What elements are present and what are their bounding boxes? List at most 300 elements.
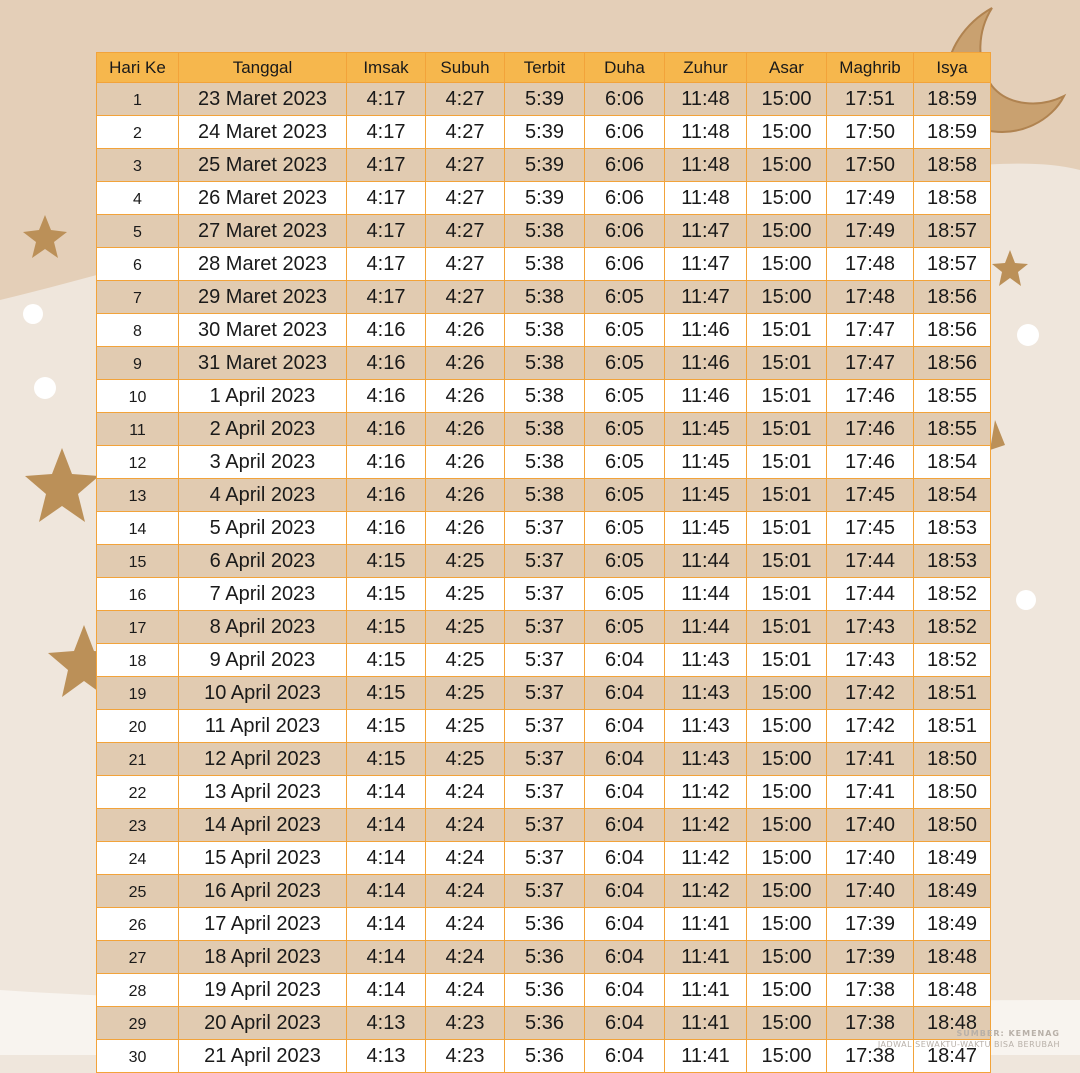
cell-asar: 15:00: [747, 941, 827, 974]
cell-subuh: 4:27: [426, 281, 505, 314]
cell-isya: 18:56: [914, 314, 991, 347]
cell-terbit: 5:37: [505, 842, 585, 875]
table-row: [97, 281, 991, 314]
cell-isya: 18:58: [914, 149, 991, 182]
cell-terbit: 5:37: [505, 545, 585, 578]
table-row: [97, 1007, 991, 1040]
cell-subuh: 4:25: [426, 644, 505, 677]
cell-zuhur: 11:48: [665, 182, 747, 215]
cell-terbit: 5:37: [505, 677, 585, 710]
cell-imsak: 4:14: [347, 875, 426, 908]
cell-subuh: 4:24: [426, 776, 505, 809]
cell-tanggal: 29 Maret 2023: [179, 281, 347, 314]
cell-maghrib: 17:39: [827, 908, 914, 941]
cell-subuh: 4:24: [426, 809, 505, 842]
cell-maghrib: 17:40: [827, 809, 914, 842]
table-row: [97, 380, 991, 413]
cell-subuh: 4:27: [426, 149, 505, 182]
cell-zuhur: 11:46: [665, 314, 747, 347]
cell-zuhur: 11:45: [665, 413, 747, 446]
cell-hari-ke: 4: [97, 182, 179, 215]
cell-terbit: 5:37: [505, 710, 585, 743]
cell-tanggal: 4 April 2023: [179, 479, 347, 512]
cell-terbit: 5:39: [505, 116, 585, 149]
cell-asar: 15:00: [747, 677, 827, 710]
table-body: [97, 83, 991, 1073]
cell-hari-ke: 17: [97, 611, 179, 644]
cell-terbit: 5:36: [505, 908, 585, 941]
cell-subuh: 4:27: [426, 182, 505, 215]
header-duha: Duha: [585, 53, 665, 83]
cell-maghrib: 17:44: [827, 578, 914, 611]
cell-imsak: 4:15: [347, 611, 426, 644]
table-header-row: [97, 53, 991, 83]
cell-imsak: 4:13: [347, 1007, 426, 1040]
cell-hari-ke: 5: [97, 215, 179, 248]
cell-zuhur: 11:41: [665, 1007, 747, 1040]
cell-zuhur: 11:41: [665, 941, 747, 974]
cell-tanggal: 8 April 2023: [179, 611, 347, 644]
cell-isya: 18:52: [914, 578, 991, 611]
cell-terbit: 5:38: [505, 347, 585, 380]
cell-duha: 6:04: [585, 842, 665, 875]
cell-terbit: 5:38: [505, 248, 585, 281]
cell-subuh: 4:26: [426, 512, 505, 545]
cell-tanggal: 28 Maret 2023: [179, 248, 347, 281]
cell-maghrib: 17:40: [827, 842, 914, 875]
table-row: [97, 83, 991, 116]
cell-asar: 15:00: [747, 908, 827, 941]
cell-asar: 15:00: [747, 281, 827, 314]
prayer-schedule-table: [96, 52, 991, 1073]
cell-duha: 6:04: [585, 677, 665, 710]
cell-asar: 15:01: [747, 314, 827, 347]
cell-maghrib: 17:47: [827, 347, 914, 380]
table-row: [97, 776, 991, 809]
cell-isya: 18:47: [914, 1040, 991, 1073]
header-imsak: Imsak: [347, 53, 426, 83]
cell-duha: 6:05: [585, 578, 665, 611]
cell-isya: 18:48: [914, 1007, 991, 1040]
cell-hari-ke: 22: [97, 776, 179, 809]
cell-maghrib: 17:39: [827, 941, 914, 974]
cell-zuhur: 11:44: [665, 545, 747, 578]
cell-hari-ke: 7: [97, 281, 179, 314]
cell-maghrib: 17:48: [827, 248, 914, 281]
table-row: [97, 710, 991, 743]
cell-asar: 15:00: [747, 776, 827, 809]
cell-isya: 18:54: [914, 479, 991, 512]
table-row: [97, 1040, 991, 1073]
cell-subuh: 4:26: [426, 314, 505, 347]
cell-tanggal: 31 Maret 2023: [179, 347, 347, 380]
cell-duha: 6:06: [585, 116, 665, 149]
cell-subuh: 4:25: [426, 545, 505, 578]
cell-maghrib: 17:50: [827, 149, 914, 182]
header-maghrib: Maghrib: [827, 53, 914, 83]
cell-subuh: 4:23: [426, 1040, 505, 1073]
cell-zuhur: 11:48: [665, 149, 747, 182]
cell-subuh: 4:27: [426, 248, 505, 281]
cell-imsak: 4:15: [347, 545, 426, 578]
cell-tanggal: 16 April 2023: [179, 875, 347, 908]
table-row: [97, 941, 991, 974]
cell-zuhur: 11:46: [665, 347, 747, 380]
cell-subuh: 4:25: [426, 710, 505, 743]
header-hari-ke: Hari Ke: [97, 53, 179, 83]
table-row: [97, 974, 991, 1007]
cell-tanggal: 17 April 2023: [179, 908, 347, 941]
cell-tanggal: 27 Maret 2023: [179, 215, 347, 248]
cell-zuhur: 11:47: [665, 248, 747, 281]
cell-terbit: 5:36: [505, 1007, 585, 1040]
cell-subuh: 4:25: [426, 743, 505, 776]
cell-imsak: 4:17: [347, 83, 426, 116]
cell-subuh: 4:27: [426, 215, 505, 248]
cell-isya: 18:50: [914, 776, 991, 809]
cell-duha: 6:06: [585, 83, 665, 116]
table-row: [97, 842, 991, 875]
cell-terbit: 5:36: [505, 974, 585, 1007]
cell-subuh: 4:27: [426, 83, 505, 116]
cell-tanggal: 5 April 2023: [179, 512, 347, 545]
cell-isya: 18:56: [914, 281, 991, 314]
cell-hari-ke: 3: [97, 149, 179, 182]
disclaimer-label: JADWAL SEWAKTU-WAKTU BISA BERUBAH: [877, 1040, 1060, 1049]
table-row: [97, 446, 991, 479]
cell-maghrib: 17:49: [827, 215, 914, 248]
cell-terbit: 5:39: [505, 182, 585, 215]
cell-zuhur: 11:47: [665, 215, 747, 248]
cell-subuh: 4:26: [426, 479, 505, 512]
cell-imsak: 4:14: [347, 842, 426, 875]
cell-tanggal: 11 April 2023: [179, 710, 347, 743]
cell-duha: 6:05: [585, 347, 665, 380]
cell-tanggal: 10 April 2023: [179, 677, 347, 710]
cell-imsak: 4:15: [347, 578, 426, 611]
cell-asar: 15:01: [747, 347, 827, 380]
header-tanggal: Tanggal: [179, 53, 347, 83]
cell-asar: 15:00: [747, 842, 827, 875]
cell-terbit: 5:37: [505, 776, 585, 809]
table-row: [97, 413, 991, 446]
cell-maghrib: 17:40: [827, 875, 914, 908]
cell-isya: 18:51: [914, 677, 991, 710]
table-row: [97, 908, 991, 941]
cell-hari-ke: 15: [97, 545, 179, 578]
cell-asar: 15:00: [747, 83, 827, 116]
cell-hari-ke: 27: [97, 941, 179, 974]
cell-maghrib: 17:50: [827, 116, 914, 149]
cell-imsak: 4:17: [347, 281, 426, 314]
cell-imsak: 4:16: [347, 380, 426, 413]
cell-hari-ke: 16: [97, 578, 179, 611]
cell-duha: 6:05: [585, 380, 665, 413]
cell-subuh: 4:24: [426, 941, 505, 974]
cell-terbit: 5:39: [505, 149, 585, 182]
cell-asar: 15:01: [747, 611, 827, 644]
cell-terbit: 5:39: [505, 83, 585, 116]
cell-tanggal: 14 April 2023: [179, 809, 347, 842]
cell-maghrib: 17:47: [827, 314, 914, 347]
cell-asar: 15:01: [747, 380, 827, 413]
cell-duha: 6:05: [585, 545, 665, 578]
cell-terbit: 5:38: [505, 413, 585, 446]
cell-tanggal: 30 Maret 2023: [179, 314, 347, 347]
header-asar: Asar: [747, 53, 827, 83]
cell-imsak: 4:17: [347, 248, 426, 281]
cell-maghrib: 17:44: [827, 545, 914, 578]
table-row: [97, 875, 991, 908]
cell-asar: 15:00: [747, 1007, 827, 1040]
cell-imsak: 4:14: [347, 941, 426, 974]
table-row: [97, 215, 991, 248]
cell-duha: 6:06: [585, 182, 665, 215]
cell-subuh: 4:27: [426, 116, 505, 149]
cell-terbit: 5:38: [505, 380, 585, 413]
cell-duha: 6:06: [585, 215, 665, 248]
cell-asar: 15:00: [747, 1040, 827, 1073]
table-row: [97, 677, 991, 710]
cell-tanggal: 3 April 2023: [179, 446, 347, 479]
cell-isya: 18:48: [914, 941, 991, 974]
cell-subuh: 4:24: [426, 842, 505, 875]
table-row: [97, 479, 991, 512]
cell-asar: 15:00: [747, 248, 827, 281]
cell-duha: 6:06: [585, 149, 665, 182]
cell-subuh: 4:26: [426, 413, 505, 446]
cell-asar: 15:00: [747, 149, 827, 182]
cell-hari-ke: 29: [97, 1007, 179, 1040]
cell-isya: 18:59: [914, 83, 991, 116]
cell-tanggal: 12 April 2023: [179, 743, 347, 776]
dot-icon: [1016, 590, 1036, 610]
cell-subuh: 4:24: [426, 875, 505, 908]
cell-asar: 15:01: [747, 512, 827, 545]
cell-terbit: 5:38: [505, 479, 585, 512]
cell-imsak: 4:13: [347, 1040, 426, 1073]
cell-maghrib: 17:48: [827, 281, 914, 314]
table-row: [97, 545, 991, 578]
cell-hari-ke: 24: [97, 842, 179, 875]
dot-icon: [23, 304, 43, 324]
cell-maghrib: 17:46: [827, 446, 914, 479]
cell-zuhur: 11:48: [665, 83, 747, 116]
table-row: [97, 314, 991, 347]
cell-hari-ke: 30: [97, 1040, 179, 1073]
cell-terbit: 5:38: [505, 446, 585, 479]
cell-tanggal: 1 April 2023: [179, 380, 347, 413]
cell-maghrib: 17:49: [827, 182, 914, 215]
cell-imsak: 4:15: [347, 677, 426, 710]
cell-duha: 6:04: [585, 1007, 665, 1040]
source-note: [878, 1028, 1060, 1050]
cell-isya: 18:54: [914, 446, 991, 479]
cell-duha: 6:04: [585, 941, 665, 974]
cell-imsak: 4:17: [347, 215, 426, 248]
cell-hari-ke: 13: [97, 479, 179, 512]
table-row: [97, 248, 991, 281]
cell-tanggal: 21 April 2023: [179, 1040, 347, 1073]
cell-imsak: 4:14: [347, 776, 426, 809]
cell-hari-ke: 14: [97, 512, 179, 545]
cell-maghrib: 17:45: [827, 479, 914, 512]
cell-duha: 6:05: [585, 446, 665, 479]
cell-asar: 15:00: [747, 875, 827, 908]
header-subuh: Subuh: [426, 53, 505, 83]
cell-zuhur: 11:43: [665, 743, 747, 776]
cell-hari-ke: 2: [97, 116, 179, 149]
cell-tanggal: 2 April 2023: [179, 413, 347, 446]
cell-zuhur: 11:46: [665, 380, 747, 413]
cell-tanggal: 24 Maret 2023: [179, 116, 347, 149]
cell-hari-ke: 20: [97, 710, 179, 743]
cell-zuhur: 11:43: [665, 710, 747, 743]
cell-hari-ke: 21: [97, 743, 179, 776]
cell-tanggal: 13 April 2023: [179, 776, 347, 809]
cell-tanggal: 25 Maret 2023: [179, 149, 347, 182]
cell-hari-ke: 8: [97, 314, 179, 347]
table-row: [97, 809, 991, 842]
cell-subuh: 4:26: [426, 446, 505, 479]
cell-isya: 18:55: [914, 380, 991, 413]
cell-hari-ke: 1: [97, 83, 179, 116]
cell-isya: 18:50: [914, 743, 991, 776]
cell-isya: 18:51: [914, 710, 991, 743]
cell-duha: 6:05: [585, 413, 665, 446]
cell-asar: 15:01: [747, 479, 827, 512]
cell-terbit: 5:37: [505, 578, 585, 611]
cell-asar: 15:00: [747, 809, 827, 842]
cell-duha: 6:04: [585, 908, 665, 941]
cell-maghrib: 17:41: [827, 743, 914, 776]
cell-terbit: 5:36: [505, 941, 585, 974]
cell-isya: 18:59: [914, 116, 991, 149]
cell-duha: 6:05: [585, 512, 665, 545]
cell-tanggal: 7 April 2023: [179, 578, 347, 611]
cell-duha: 6:06: [585, 248, 665, 281]
cell-tanggal: 19 April 2023: [179, 974, 347, 1007]
table-row: [97, 578, 991, 611]
cell-zuhur: 11:48: [665, 116, 747, 149]
cell-duha: 6:04: [585, 1040, 665, 1073]
cell-subuh: 4:25: [426, 578, 505, 611]
cell-zuhur: 11:42: [665, 875, 747, 908]
cell-hari-ke: 19: [97, 677, 179, 710]
cell-maghrib: 17:46: [827, 380, 914, 413]
cell-zuhur: 11:41: [665, 908, 747, 941]
cell-zuhur: 11:44: [665, 611, 747, 644]
cell-imsak: 4:16: [347, 314, 426, 347]
cell-imsak: 4:14: [347, 809, 426, 842]
cell-hari-ke: 10: [97, 380, 179, 413]
cell-zuhur: 11:41: [665, 1040, 747, 1073]
cell-asar: 15:00: [747, 974, 827, 1007]
cell-imsak: 4:16: [347, 446, 426, 479]
cell-isya: 18:56: [914, 347, 991, 380]
cell-maghrib: 17:46: [827, 413, 914, 446]
cell-maghrib: 17:42: [827, 677, 914, 710]
cell-asar: 15:00: [747, 215, 827, 248]
cell-terbit: 5:38: [505, 281, 585, 314]
cell-maghrib: 17:43: [827, 611, 914, 644]
cell-subuh: 4:26: [426, 347, 505, 380]
cell-isya: 18:49: [914, 908, 991, 941]
cell-subuh: 4:25: [426, 677, 505, 710]
cell-imsak: 4:16: [347, 413, 426, 446]
cell-isya: 18:49: [914, 842, 991, 875]
cell-hari-ke: 6: [97, 248, 179, 281]
cell-zuhur: 11:44: [665, 578, 747, 611]
cell-asar: 15:00: [747, 116, 827, 149]
cell-tanggal: 6 April 2023: [179, 545, 347, 578]
cell-duha: 6:05: [585, 479, 665, 512]
cell-asar: 15:01: [747, 578, 827, 611]
cell-terbit: 5:37: [505, 875, 585, 908]
cell-imsak: 4:15: [347, 644, 426, 677]
cell-zuhur: 11:41: [665, 974, 747, 1007]
cell-isya: 18:58: [914, 182, 991, 215]
cell-imsak: 4:15: [347, 710, 426, 743]
cell-isya: 18:53: [914, 512, 991, 545]
cell-isya: 18:53: [914, 545, 991, 578]
table-row: [97, 182, 991, 215]
cell-duha: 6:04: [585, 743, 665, 776]
cell-asar: 15:01: [747, 644, 827, 677]
cell-zuhur: 11:42: [665, 842, 747, 875]
cell-terbit: 5:37: [505, 809, 585, 842]
cell-duha: 6:04: [585, 974, 665, 1007]
cell-zuhur: 11:42: [665, 809, 747, 842]
cell-terbit: 5:38: [505, 215, 585, 248]
cell-isya: 18:55: [914, 413, 991, 446]
cell-isya: 18:52: [914, 644, 991, 677]
cell-zuhur: 11:43: [665, 677, 747, 710]
cell-imsak: 4:17: [347, 149, 426, 182]
cell-duha: 6:05: [585, 314, 665, 347]
cell-hari-ke: 23: [97, 809, 179, 842]
cell-tanggal: 15 April 2023: [179, 842, 347, 875]
cell-maghrib: 17:38: [827, 974, 914, 1007]
cell-duha: 6:04: [585, 809, 665, 842]
cell-hari-ke: 28: [97, 974, 179, 1007]
cell-duha: 6:04: [585, 644, 665, 677]
cell-maghrib: 17:38: [827, 1007, 914, 1040]
cell-subuh: 4:24: [426, 908, 505, 941]
cell-tanggal: 26 Maret 2023: [179, 182, 347, 215]
cell-tanggal: 18 April 2023: [179, 941, 347, 974]
cell-imsak: 4:16: [347, 512, 426, 545]
cell-imsak: 4:17: [347, 116, 426, 149]
cell-duha: 6:04: [585, 776, 665, 809]
cell-isya: 18:52: [914, 611, 991, 644]
cell-imsak: 4:16: [347, 347, 426, 380]
cell-terbit: 5:38: [505, 314, 585, 347]
cell-terbit: 5:37: [505, 611, 585, 644]
cell-asar: 15:01: [747, 545, 827, 578]
cell-subuh: 4:26: [426, 380, 505, 413]
cell-duha: 6:04: [585, 875, 665, 908]
table-row: [97, 116, 991, 149]
cell-subuh: 4:25: [426, 611, 505, 644]
cell-imsak: 4:15: [347, 743, 426, 776]
header-isya: Isya: [914, 53, 991, 83]
cell-asar: 15:01: [747, 446, 827, 479]
cell-terbit: 5:36: [505, 1040, 585, 1073]
cell-maghrib: 17:41: [827, 776, 914, 809]
table-row: [97, 347, 991, 380]
cell-tanggal: 23 Maret 2023: [179, 83, 347, 116]
